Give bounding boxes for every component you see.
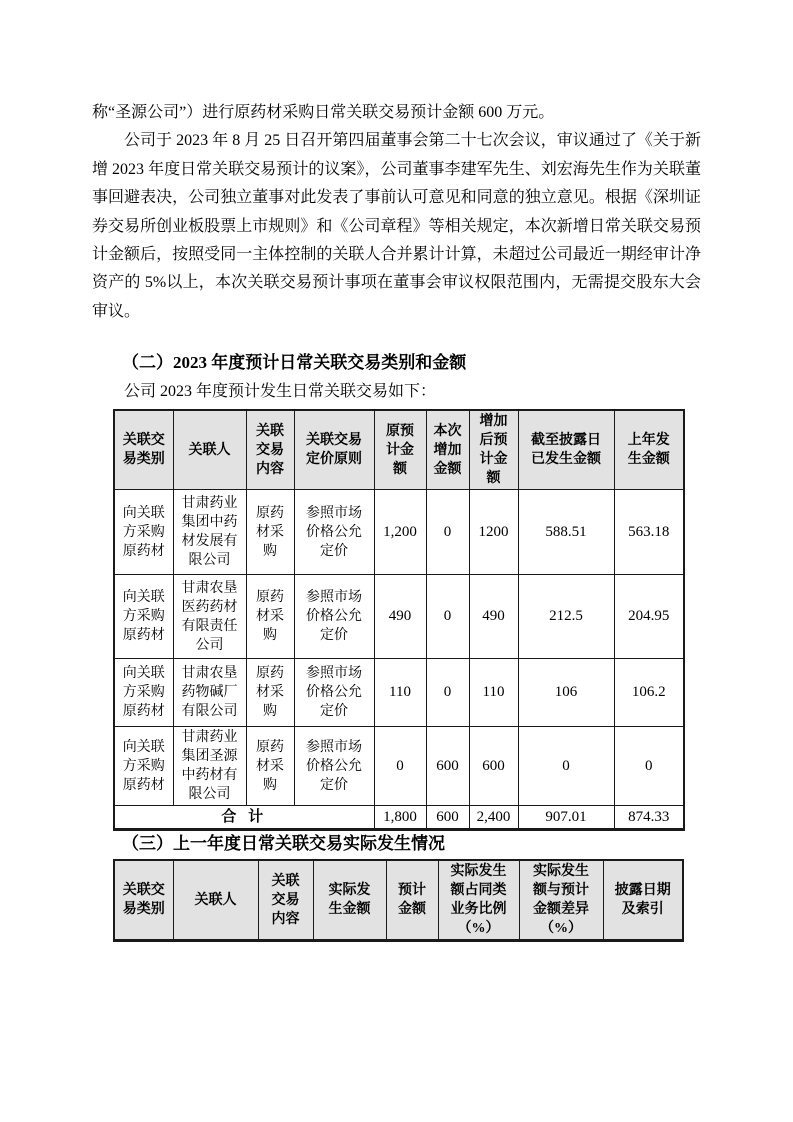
col-header-pricing-principle: 关联交易定价原则 <box>294 410 374 490</box>
col-header-actual-amount: 实际发生金额 <box>313 860 386 941</box>
cell-pricing-principle: 参照市场价格公允定价 <box>294 727 374 806</box>
cell-transaction-content: 原药材采购 <box>246 727 294 806</box>
cell-pricing-principle: 参照市场价格公允定价 <box>294 575 374 659</box>
expected-transactions-table <box>113 409 685 831</box>
cell-incurred-to-date: 588.51 <box>518 490 614 575</box>
col-header-incurred-to-date: 截至披露日已发生金额 <box>518 410 614 490</box>
cell-related-party: 甘肃药业集团中药材发展有限公司 <box>173 490 246 575</box>
cell-related-party: 甘肃药业集团圣源中药材有限公司 <box>173 727 246 806</box>
cell-incurred-to-date: 212.5 <box>518 575 614 659</box>
section-heading-expected-transactions: （二）2023 年度预计日常关联交易类别和金额 <box>122 353 467 373</box>
table-row <box>114 727 684 806</box>
col-header-added-amount: 本次增加金额 <box>426 410 469 490</box>
cell-transaction-type: 向关联方采购原药材 <box>114 490 173 575</box>
table1-header-row <box>114 410 684 490</box>
cell-original-estimate: 1,200 <box>374 490 426 575</box>
col-header-transaction-type: 关联交易类别 <box>114 410 173 490</box>
table2-header-row <box>114 860 683 941</box>
cell-new-estimate: 490 <box>469 575 518 659</box>
total-prior-year-amount: 874.33 <box>614 806 684 830</box>
cell-transaction-type: 向关联方采购原药材 <box>114 575 173 659</box>
paragraph-continuation: 称“圣源公司”）进行原药材采购日常关联交易预计金额 600 万元。 <box>92 104 555 121</box>
cell-prior-year-amount: 563.18 <box>614 490 684 575</box>
cell-prior-year-amount: 204.95 <box>614 575 684 659</box>
col-header-variance-from-estimate: 实际发生额与预计金额差异（%） <box>519 860 603 941</box>
total-incurred-to-date: 907.01 <box>518 806 614 830</box>
cell-pricing-principle: 参照市场价格公允定价 <box>294 490 374 575</box>
cell-new-estimate: 1200 <box>469 490 518 575</box>
col-header-original-estimate: 原预计金额 <box>374 410 426 490</box>
cell-transaction-content: 原药材采购 <box>246 490 294 575</box>
cell-added-amount: 0 <box>426 490 469 575</box>
col-header-transaction-type: 关联交易类别 <box>114 860 173 941</box>
col-header-estimated-amount: 预计金额 <box>386 860 438 941</box>
cell-transaction-type: 向关联方采购原药材 <box>114 727 173 806</box>
col-header-new-estimate: 增加后预计金额 <box>469 410 518 490</box>
table-row <box>114 490 684 575</box>
cell-added-amount: 0 <box>426 659 469 727</box>
cell-transaction-type: 向关联方采购原药材 <box>114 659 173 727</box>
total-label: 合 计 <box>114 806 374 830</box>
section-heading-actual-transactions: （三）上一年度日常关联交易实际发生情况 <box>122 834 445 854</box>
cell-related-party: 甘肃农垦药物碱厂有限公司 <box>173 659 246 727</box>
total-original-estimate: 1,800 <box>374 806 426 830</box>
cell-added-amount: 0 <box>426 575 469 659</box>
cell-added-amount: 600 <box>426 727 469 806</box>
table1-intro-line: 公司 2023 年度预计发生日常关联交易如下： <box>124 383 437 401</box>
cell-incurred-to-date: 106 <box>518 659 614 727</box>
col-header-related-party: 关联人 <box>173 410 246 490</box>
cell-pricing-principle: 参照市场价格公允定价 <box>294 659 374 727</box>
col-header-transaction-content: 关联交易内容 <box>246 410 294 490</box>
table-row <box>114 575 684 659</box>
cell-original-estimate: 490 <box>374 575 426 659</box>
col-header-transaction-content: 关联交易内容 <box>258 860 313 941</box>
cell-original-estimate: 110 <box>374 659 426 727</box>
cell-new-estimate: 110 <box>469 659 518 727</box>
col-header-ratio-of-similar-business: 实际发生额占同类业务比例（%） <box>438 860 519 941</box>
paragraph-board-resolution: 公司于 2023 年 8 月 25 日召开第四届董事会第二十七次会议，审议通过了《关于新增 2023 年度日常关联交易预计的议案》，公司董事李建军先生、刘宏海先生作为关联董事回避表决，公司独立董事对此发表了事前认可意见和同意的独立意见。根据《深圳证券交易所创业板股票上市规则》和《公司章程》等相关规定，本次新增日常关联交易预计金额后，按照受同一主体控制的关联人合并累计计算，未超过公司最近一期经审计净资产的 5%以上，本次关联交易预计事项在董事会审议权限范围内，无需提交股东大会审议。 <box>92 132 701 320</box>
total-new-estimate: 2,400 <box>469 806 518 830</box>
cell-prior-year-amount: 0 <box>614 727 684 806</box>
table-row <box>114 659 684 727</box>
cell-transaction-content: 原药材采购 <box>246 659 294 727</box>
cell-prior-year-amount: 106.2 <box>614 659 684 727</box>
col-header-prior-year-amount: 上年发生金额 <box>614 410 684 490</box>
cell-related-party: 甘肃农垦医药药材有限责任公司 <box>173 575 246 659</box>
cell-incurred-to-date: 0 <box>518 727 614 806</box>
col-header-disclosure-date-index: 披露日期及索引 <box>603 860 683 941</box>
total-added-amount: 600 <box>426 806 469 830</box>
col-header-related-party: 关联人 <box>173 860 258 941</box>
cell-transaction-content: 原药材采购 <box>246 575 294 659</box>
cell-new-estimate: 600 <box>469 727 518 806</box>
actual-transactions-table <box>113 859 684 942</box>
cell-original-estimate: 0 <box>374 727 426 806</box>
table1-total-row <box>114 806 684 830</box>
